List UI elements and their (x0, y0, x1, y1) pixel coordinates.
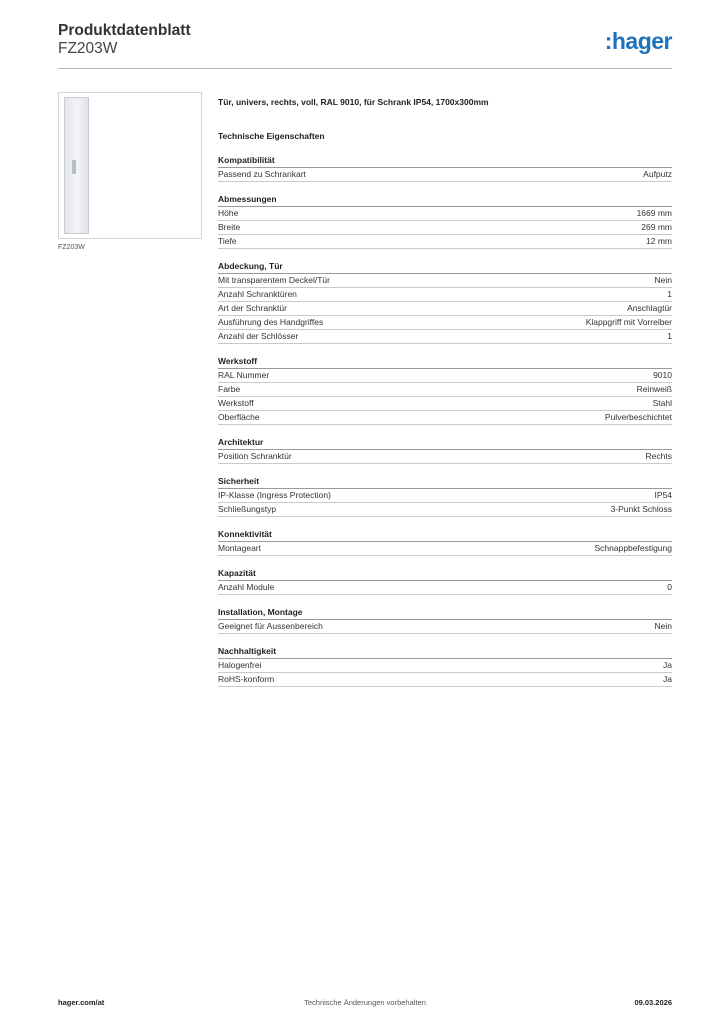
spec-row (218, 397, 672, 411)
spec-value: Aufputz (643, 169, 672, 179)
spec-label: Farbe (218, 384, 241, 394)
spec-content (218, 95, 672, 687)
spec-row (218, 235, 672, 249)
spec-value: 9010 (653, 370, 672, 380)
spec-label: Tiefe (218, 236, 237, 246)
section-title: Abmessungen (218, 194, 672, 207)
footer-disclaimer: Technische Änderungen vorbehalten (304, 998, 426, 1007)
product-description: Tür, univers, rechts, voll, RAL 9010, für Schrank IP54, 1700x300mm (218, 97, 489, 107)
door-illustration (64, 97, 89, 234)
footer-date: 09.03.2026 (634, 998, 672, 1007)
spec-value: Schnappbefestigung (594, 543, 672, 553)
spec-value: 1669 mm (636, 208, 672, 218)
spec-label: Schließungstyp (218, 504, 277, 514)
spec-section (218, 261, 672, 344)
document-header (58, 22, 672, 58)
section-title: Kapazität (218, 568, 672, 581)
spec-label: IP-Klasse (Ingress Protection) (218, 490, 331, 500)
spec-sections (218, 155, 672, 687)
spec-value: 12 mm (646, 236, 672, 246)
spec-label: Anzahl der Schlösser (218, 331, 299, 341)
spec-row (218, 316, 672, 330)
spec-label: Mit transparentem Deckel/Tür (218, 275, 330, 285)
spec-section (218, 194, 672, 249)
spec-row (218, 383, 672, 397)
spec-row (218, 620, 672, 634)
section-title: Sicherheit (218, 476, 672, 489)
spec-value: Ja (663, 660, 672, 670)
spec-row (218, 489, 672, 503)
spec-label: Ausführung des Handgriffes (218, 317, 324, 327)
image-caption: FZ203W (58, 244, 85, 251)
spec-label: Oberfläche (218, 412, 260, 422)
spec-section (218, 646, 672, 687)
spec-section (218, 356, 672, 425)
section-title: Werkstoff (218, 356, 672, 369)
spec-row (218, 503, 672, 517)
spec-section (218, 568, 672, 595)
spec-label: Passend zu Schrankart (218, 169, 306, 179)
spec-row (218, 274, 672, 288)
spec-row (218, 168, 672, 182)
spec-section (218, 437, 672, 464)
spec-row (218, 673, 672, 687)
spec-section (218, 607, 672, 634)
spec-row (218, 330, 672, 344)
spec-value: Stahl (652, 398, 672, 408)
spec-row (218, 369, 672, 383)
spec-row (218, 581, 672, 595)
spec-label: Position Schranktür (218, 451, 292, 461)
section-title: Installation, Montage (218, 607, 672, 620)
footer-website: hager.com/at (58, 998, 105, 1007)
spec-section (218, 529, 672, 556)
spec-row (218, 542, 672, 556)
spec-label: Werkstoff (218, 398, 254, 408)
spec-value: Reinweiß (636, 384, 672, 394)
spec-value: 0 (667, 582, 672, 592)
spec-value: Ja (663, 674, 672, 684)
spec-label: RAL Nummer (218, 370, 270, 380)
door-handle-icon (72, 160, 76, 174)
spec-value: IP54 (654, 490, 672, 500)
spec-label: Anzahl Module (218, 582, 275, 592)
spec-value: Anschlagtür (627, 303, 672, 313)
technical-properties-heading: Technische Eigenschaften (218, 131, 325, 141)
spec-label: Montageart (218, 543, 261, 553)
spec-label: Höhe (218, 208, 239, 218)
spec-row (218, 207, 672, 221)
spec-label: Anzahl Schranktüren (218, 289, 297, 299)
spec-value: 1 (667, 289, 672, 299)
section-title: Architektur (218, 437, 672, 450)
spec-section (218, 155, 672, 182)
product-code: FZ203W (58, 40, 118, 57)
spec-row (218, 450, 672, 464)
spec-label: Halogenfrei (218, 660, 262, 670)
spec-row (218, 411, 672, 425)
section-title: Kompatibilität (218, 155, 672, 168)
hager-logo: :hager (604, 28, 672, 54)
spec-row (218, 302, 672, 316)
section-title: Abdeckung, Tür (218, 261, 672, 274)
spec-value: Rechts (645, 451, 672, 461)
spec-row (218, 221, 672, 235)
spec-value: 1 (667, 331, 672, 341)
section-title: Konnektivität (218, 529, 672, 542)
spec-label: Art der Schranktür (218, 303, 287, 313)
spec-value: Klappgriff mit Vorreiber (585, 317, 672, 327)
document-title: Produktdatenblatt (58, 22, 191, 39)
spec-label: Breite (218, 222, 241, 232)
spec-label: Geeignet für Aussenbereich (218, 621, 323, 631)
product-image (58, 92, 202, 239)
spec-value: Nein (654, 275, 672, 285)
spec-section (218, 476, 672, 517)
spec-value: 269 mm (641, 222, 672, 232)
spec-value: 3-Punkt Schloss (610, 504, 672, 514)
spec-value: Nein (654, 621, 672, 631)
spec-label: RoHS-konform (218, 674, 275, 684)
spec-row (218, 288, 672, 302)
header-divider (58, 68, 672, 69)
spec-row (218, 659, 672, 673)
spec-value: Pulverbeschichtet (604, 412, 672, 422)
section-title: Nachhaltigkeit (218, 646, 672, 659)
